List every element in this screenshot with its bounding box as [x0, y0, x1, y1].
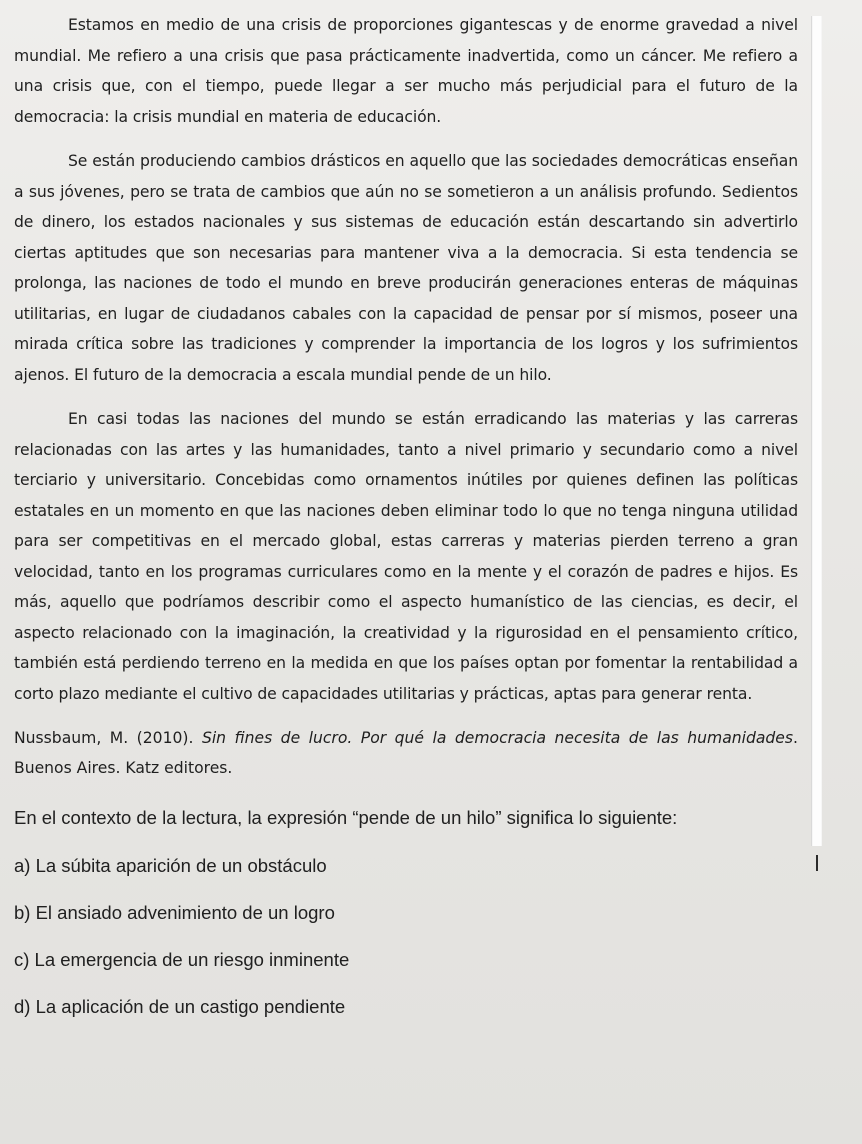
- text-cursor: [816, 855, 818, 871]
- option-c[interactable]: c) La emergencia de un riesgo inminente: [14, 949, 350, 970]
- reference-author: Nussbaum, M. (2010).: [14, 729, 194, 747]
- option-a[interactable]: a) La súbita aparición de un obstáculo: [14, 855, 327, 876]
- reference-title: Sin fines de lucro. Por qué la democracia necesita de las humanidades: [201, 729, 794, 747]
- option-b[interactable]: b) El ansiado advenimiento de un logro: [14, 902, 335, 923]
- vertical-scrollbar[interactable]: [811, 16, 822, 846]
- scrollbar-thumb[interactable]: [813, 16, 821, 846]
- question-prompt: En el contexto de la lectura, la expresión “pende de un hilo” significa lo siguiente:: [14, 807, 678, 828]
- reference-publisher: . Buenos Aires. Katz editores.: [14, 729, 798, 777]
- answer-options: [14, 853, 798, 1020]
- reading-passage: [14, 10, 798, 1041]
- paragraph-2: Se están produciendo cambios drásticos en aquello que las sociedades democráticas enseñan a sus jóvenes, pero se trata de cambios que aún no se sometieron a un análisis profundo. Sedientos de dinero, los estados nacionales y sus sistemas de educación están descartando sin advertirlo ciertas aptitudes que son necesarias para mantener viva a la democracia. Si esta tendencia se prolonga, las naciones de todo el mundo en breve producirán generaciones enteras de máquinas utilitarias, en lugar de ciudadanos cabales con la capacidad de pensar por sí mismos, poseer una mirada crítica sobre las tradiciones y comprender la importancia de los logros y los sufrimientos ajenos. El futuro de la democracia a escala mundial pende de un hilo.: [14, 152, 798, 384]
- paragraph-1: Estamos en medio de una crisis de proporciones gigantescas y de enorme gravedad a nivel mundial. Me refiero a una crisis que pasa prácticamente inadvertida, como un cáncer. Me refiero a una crisis que, con el tiempo, puede llegar a ser mucho más perjudicial para el futuro de la democracia: la crisis mundial en materia de educación.: [14, 16, 798, 126]
- option-d[interactable]: d) La aplicación de un castigo pendiente: [14, 996, 346, 1017]
- paragraph-3: En casi todas las naciones del mundo se están erradicando las materias y las carreras relacionadas con las artes y las humanidades, tanto a nivel primario y secundario como a nivel terciario y universitario. Concebidas como ornamentos inútiles por quienes definen las políticas estatales en un momento en que las naciones deben eliminar todo lo que no tenga ninguna utilidad para ser competitivas en el mercado global, estas carreras y materias pierden terreno a gran velocidad, tanto en los programas curriculares como en la mente y el corazón de padres e hijos. Es más, aquello que podríamos describir como el aspecto humanístico de las ciencias, es decir, el aspecto relacionado con la imaginación, la creatividad y la rigurosidad en el pensamiento crítico, también está perdiendo terreno en la medida en que los países optan por fomentar la rentabilidad a corto plazo mediante el cultivo de capacidades utilitarias y prácticas, aptas para generar renta.: [14, 410, 798, 703]
- bibliographic-reference: [14, 723, 798, 783]
